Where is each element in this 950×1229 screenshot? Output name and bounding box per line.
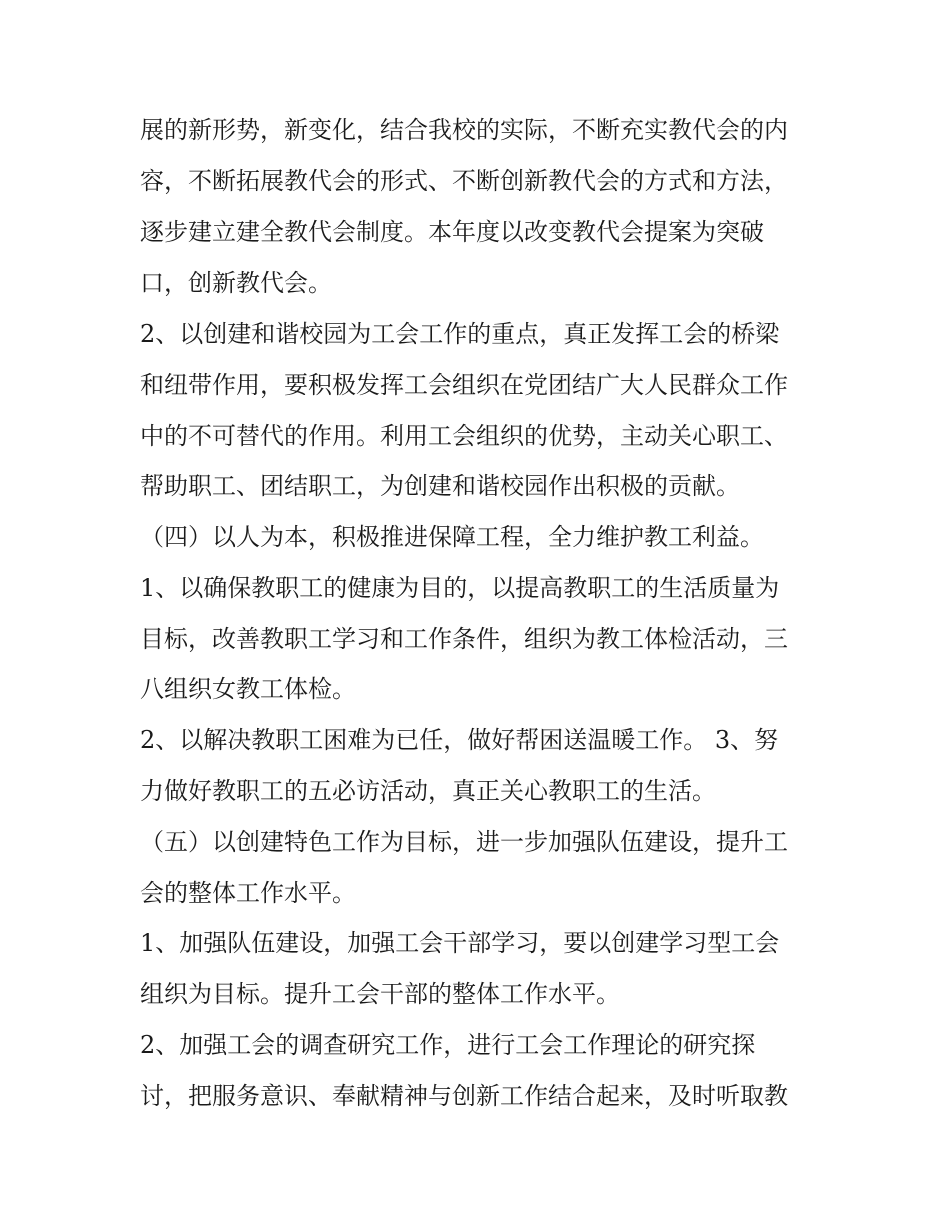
- text-line: 目标，改善教职工学习和工作条件，组织为教工体检活动，三: [140, 625, 788, 653]
- text-line: 和纽带作用，要积极发挥工会组织在党团结广大人民群众工作: [140, 371, 788, 399]
- text-line: 逐步建立建全教代会制度。本年度以改变教代会提案为突破: [140, 218, 764, 246]
- text-line: 2、以解决教职工困难为已任，做好帮困送温暖工作。 3、努: [140, 726, 779, 754]
- text-line: （五）以创建特色工作为目标，进一步加强队伍建设，提升工: [140, 828, 788, 856]
- text-line: 讨，把服务意识、奉献精神与创新工作结合起来，及时听取教: [140, 1082, 788, 1110]
- text-line: 口，创新教代会。: [140, 269, 332, 297]
- text-line: 2、以创建和谐校园为工会工作的重点，真正发挥工会的桥梁: [140, 320, 780, 348]
- text-line: 八组织女教工体检。: [140, 675, 356, 703]
- text-line: 容，不断拓展教代会的形式、不断创新教代会的方式和方法，: [140, 167, 788, 195]
- text-line: 会的整体工作水平。: [140, 879, 356, 907]
- text-line: 帮助职工、团结职工，为创建和谐校园作出积极的贡献。: [140, 472, 740, 500]
- text-line: 2、加强工会的调查研究工作，进行工会工作理论的研究探: [140, 1031, 756, 1059]
- text-line: （四）以人为本，积极推进保障工程，全力维护教工利益。: [140, 523, 764, 551]
- text-line: 力做好教职工的五必访活动，真正关心教职工的生活。: [140, 777, 716, 805]
- text-line: 展的新形势，新变化，结合我校的实际，不断充实教代会的内: [140, 116, 788, 144]
- text-line: 组织为目标。提升工会干部的整体工作水平。: [140, 980, 620, 1008]
- text-line: 1、加强队伍建设，加强工会干部学习，要以创建学习型工会: [140, 929, 780, 957]
- text-line: 中的不可替代的作用。利用工会组织的优势，主动关心职工、: [140, 422, 788, 450]
- text-line: 1、以确保教职工的健康为目的，以提高教职工的生活质量为: [140, 574, 780, 602]
